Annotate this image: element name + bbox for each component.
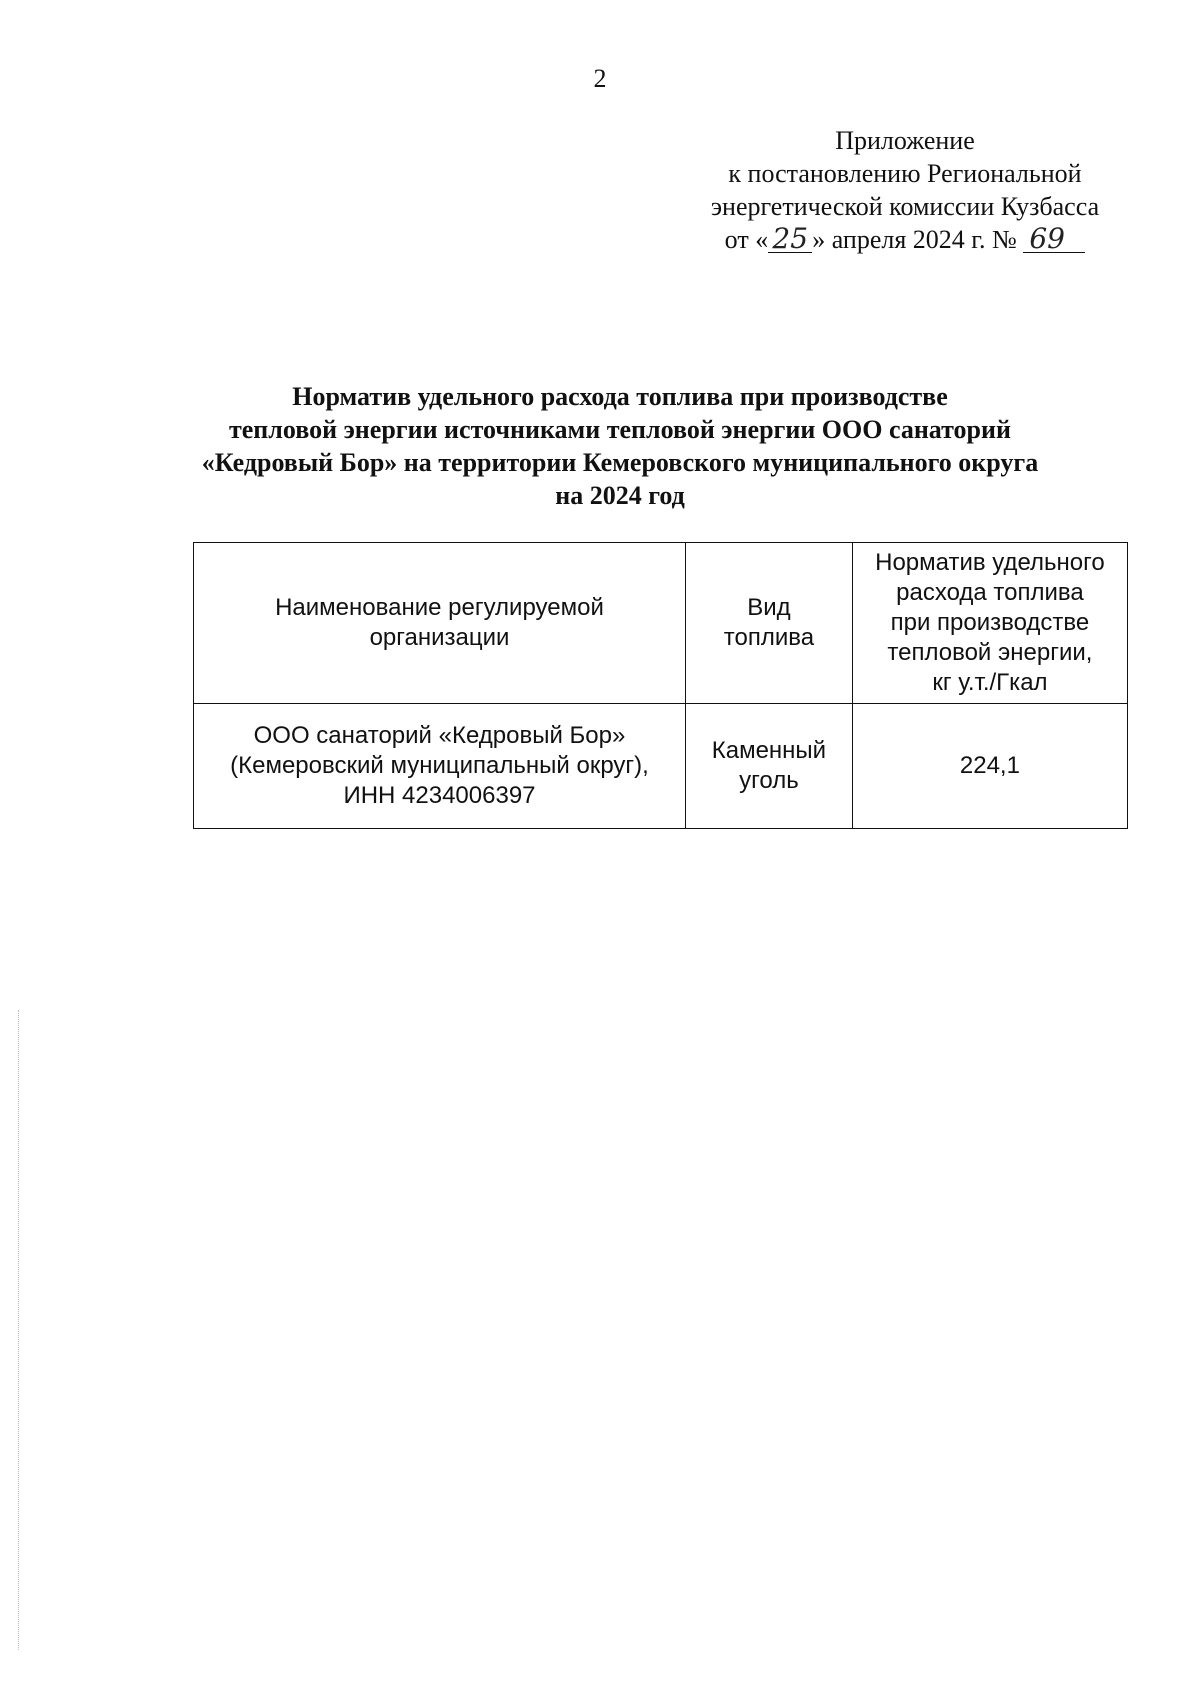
header-org xyxy=(194,543,686,704)
cell-org xyxy=(194,704,686,829)
handwritten-number: 69 xyxy=(1023,226,1085,253)
title-line-1: Норматив удельного расхода топлива при производстве xyxy=(292,382,948,411)
header-fuel-line: топлива xyxy=(723,624,815,651)
header-norm-line: Норматив удельного xyxy=(875,549,1105,576)
table-header-row xyxy=(194,543,1128,704)
table-row xyxy=(194,704,1128,829)
handwritten-day: 25 xyxy=(768,226,812,253)
cell-org-line: ООО санаторий «Кедровый Бор» xyxy=(253,722,626,749)
document-title xyxy=(140,380,1100,512)
title-line-2: тепловой энергии источниками тепловой энергии ООО санаторий xyxy=(229,415,1011,444)
appendix-title: Приложение xyxy=(835,126,975,155)
date-prefix: от « xyxy=(724,225,769,254)
header-fuel-line: Вид xyxy=(747,594,791,621)
date-middle: » апреля 2024 г. № xyxy=(812,225,1017,254)
cell-norm-value: 224,1 xyxy=(852,704,1127,829)
header-norm-line: тепловой энергии, xyxy=(887,639,1093,666)
norm-table xyxy=(193,542,1128,829)
scan-edge-artifact xyxy=(18,1010,19,1650)
page-number: 2 xyxy=(593,64,607,93)
cell-fuel xyxy=(685,704,852,829)
header-norm xyxy=(852,543,1127,704)
cell-fuel-line: Каменный xyxy=(711,737,827,764)
appendix-block xyxy=(680,124,1130,256)
appendix-line-3: энергетической комиссии Кузбасса xyxy=(710,192,1100,221)
header-norm-line: при производстве xyxy=(890,609,1090,636)
cell-org-line: (Кемеровский муниципальный округ), xyxy=(230,752,649,779)
cell-org-line: ИНН 4234006397 xyxy=(343,782,536,809)
cell-fuel-line: уголь xyxy=(739,767,799,794)
header-norm-line: кг у.т./Гкал xyxy=(932,669,1048,696)
header-org-line: организации xyxy=(369,624,510,651)
header-fuel xyxy=(685,543,852,704)
header-norm-line: расхода топлива xyxy=(896,579,1084,606)
appendix-line-2: к постановлению Региональной xyxy=(728,159,1082,188)
header-org-line: Наименование регулируемой xyxy=(275,594,604,621)
title-line-4: на 2024 год xyxy=(555,481,685,510)
appendix-date-line xyxy=(680,223,1130,256)
title-line-3: «Кедровый Бор» на территории Кемеровского муниципального округа xyxy=(201,448,1039,477)
